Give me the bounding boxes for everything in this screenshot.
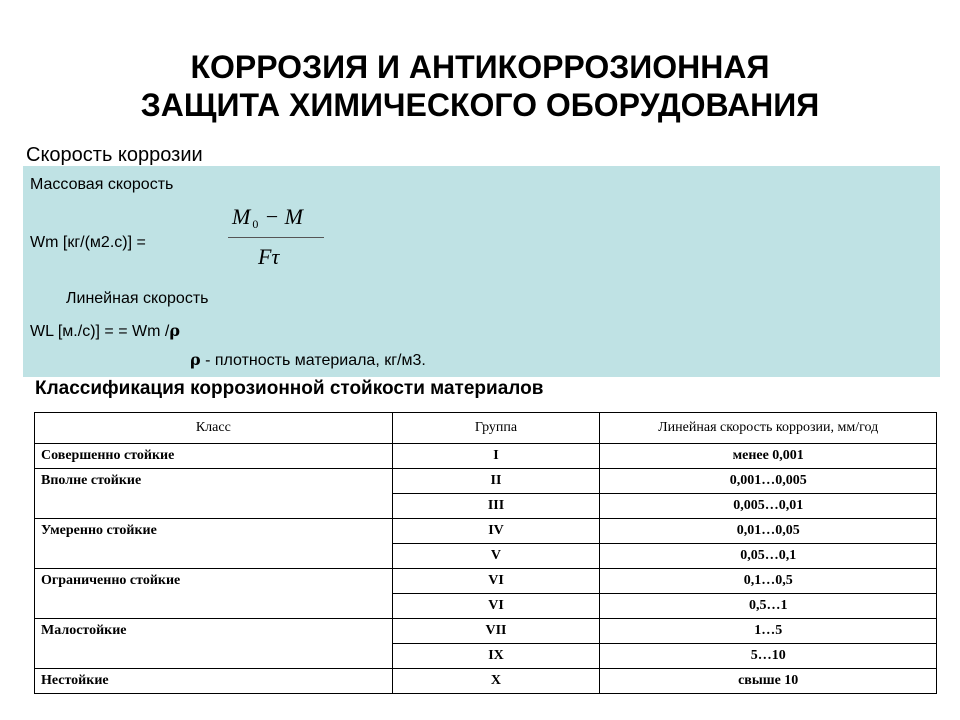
rho-symbol-2: ρ (190, 350, 201, 369)
group-cell: I (392, 444, 600, 469)
table-row (35, 619, 937, 644)
rho-definition-line (190, 350, 426, 370)
classification-heading: Классификация коррозионной стойкости материалов (35, 378, 544, 399)
table-row (35, 669, 937, 694)
formula-panel (23, 166, 940, 377)
group-cell: II (392, 469, 600, 494)
class-cell: Ограниченно стойкие (35, 569, 393, 619)
table-row (35, 469, 937, 494)
rate-cell: 0,1…0,5 (600, 569, 937, 594)
rho-symbol: ρ (169, 321, 180, 340)
rate-cell: свыше 10 (600, 669, 937, 694)
group-cell: III (392, 494, 600, 519)
wm-formula-label: Wm [кг/(м2.с)] = (30, 234, 146, 251)
class-cell: Вполне стойкие (35, 469, 393, 519)
class-cell: Малостойкие (35, 619, 393, 669)
table-header-row (35, 413, 937, 444)
table-row (35, 444, 937, 469)
group-cell: VII (392, 619, 600, 644)
title-line-2: ЗАЩИТА ХИМИЧЕСКОГО ОБОРУДОВАНИЯ (140, 87, 820, 123)
rho-definition: - плотность материала, кг/м3. (205, 352, 426, 369)
numerator-subscript: 0 (252, 217, 259, 231)
class-cell: Умеренно стойкие (35, 519, 393, 569)
rate-cell: 0,05…0,1 (600, 544, 937, 569)
rate-cell: менее 0,001 (600, 444, 937, 469)
section-subtitle: Скорость коррозии (26, 144, 203, 166)
table-row (35, 569, 937, 594)
rate-cell: 1…5 (600, 619, 937, 644)
wl-formula-text: WL [м./с)] = = Wm / (30, 323, 170, 340)
rate-cell: 0,5…1 (600, 594, 937, 619)
rate-cell: 0,005…0,01 (600, 494, 937, 519)
fraction-bar (228, 237, 324, 238)
group-cell: VI (392, 594, 600, 619)
table-row (35, 519, 937, 544)
page-title (0, 48, 960, 124)
numerator-main: M (232, 204, 251, 229)
rate-cell: 0,001…0,005 (600, 469, 937, 494)
classification-table (34, 412, 937, 694)
title-line-1: КОРРОЗИЯ И АНТИКОРРОЗИОННАЯ (190, 49, 770, 85)
group-cell: V (392, 544, 600, 569)
class-cell: Совершенно стойкие (35, 444, 393, 469)
mass-rate-heading: Массовая скорость (30, 176, 174, 193)
header-class: Класс (35, 413, 393, 444)
wl-formula (30, 321, 180, 341)
group-cell: IX (392, 644, 600, 669)
fraction-numerator (232, 204, 303, 232)
rate-cell: 5…10 (600, 644, 937, 669)
header-rate: Линейная скорость коррозии, мм/год (600, 413, 937, 444)
rate-cell: 0,01…0,05 (600, 519, 937, 544)
linear-rate-heading: Линейная скорость (66, 290, 209, 307)
group-cell: X (392, 669, 600, 694)
group-cell: IV (392, 519, 600, 544)
numerator-rest: − M (264, 204, 303, 229)
header-group: Группа (392, 413, 600, 444)
group-cell: VI (392, 569, 600, 594)
class-cell: Нестойкие (35, 669, 393, 694)
fraction-denominator: Fτ (258, 244, 280, 269)
